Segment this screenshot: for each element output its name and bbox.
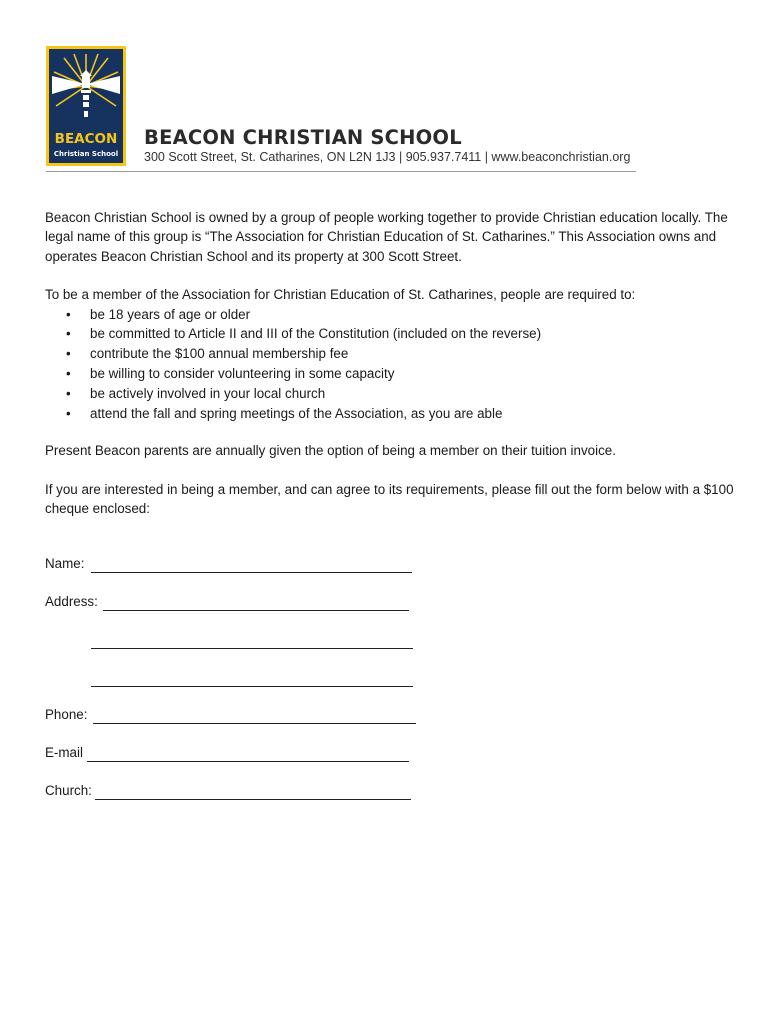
address-label: Address: — [45, 594, 98, 609]
bullet-icon: • — [66, 366, 71, 382]
requirement-text: be willing to consider volunteering in some capacity — [90, 366, 395, 382]
logo-brand-word: BEACON — [54, 131, 118, 147]
instructions-paragraph: If you are interested in being a member, and can agree to its requirements, please fill out the form below with a $100 cheque enclosed: — [45, 481, 734, 517]
church-line[interactable] — [95, 799, 411, 800]
bullet-icon: • — [66, 405, 71, 421]
phone-label: Phone: — [45, 707, 88, 722]
beacon-logo — [46, 46, 126, 166]
email-label: E-mail — [45, 745, 83, 760]
church-label: Church: — [45, 783, 92, 798]
school-name: BEACON CHRISTIAN SCHOOL — [144, 126, 462, 149]
list-item — [45, 324, 735, 344]
requirements-list — [45, 305, 735, 424]
header-divider — [46, 171, 636, 172]
bullet-icon: • — [66, 346, 71, 362]
parents-note: Present Beacon parents are annually given the option of being a member on their tuition invoice. — [45, 443, 616, 459]
requirement-text: be actively involved in your local church — [90, 385, 326, 401]
requirement-text: be committed to Article II and III of the Constitution (included on the reverse) — [90, 326, 542, 342]
bullet-icon: • — [66, 326, 71, 342]
email-line[interactable] — [87, 761, 409, 762]
requirements-lead: To be a member of the Association for Christian Education of St. Catharines, people are required to: — [45, 287, 636, 303]
list-item — [45, 364, 735, 384]
list-item — [45, 384, 735, 404]
bullet-icon: • — [66, 306, 71, 322]
requirement-text: be 18 years of age or older — [90, 306, 251, 322]
name-line[interactable] — [91, 572, 412, 573]
logo-brand-subtitle: Christian School — [53, 150, 119, 158]
phone-line[interactable] — [93, 723, 416, 724]
phone-field — [45, 707, 87, 722]
school-contact-line: 300 Scott Street, St. Catharines, ON L2N 1J3 | 905.937.7411 | www.beaconchristian.org — [144, 150, 631, 164]
church-field — [45, 783, 92, 798]
document-body — [45, 208, 735, 519]
requirement-text: attend the fall and spring meetings of the Association, as you are able — [90, 405, 503, 421]
school-header — [144, 127, 630, 164]
list-item — [45, 344, 735, 364]
bullet-icon: • — [66, 385, 71, 401]
address-field — [45, 594, 98, 609]
address-line-2[interactable] — [91, 648, 413, 649]
address-line-1[interactable] — [103, 610, 409, 611]
list-item — [45, 404, 735, 424]
email-field — [45, 745, 83, 760]
intro-paragraph: Beacon Christian School is owned by a group of people working together to provide Christian education locally. The legal name of this group is “The Association for Christian Education of St. Catharines.” This Association owns and operates Beacon Christian School and its property at 300 Scott Street. — [45, 210, 728, 264]
name-field — [45, 556, 84, 571]
list-item — [45, 305, 735, 325]
name-label: Name: — [45, 556, 85, 571]
address-line-3[interactable] — [91, 686, 413, 687]
requirement-text: contribute the $100 annual membership fee — [90, 346, 349, 362]
